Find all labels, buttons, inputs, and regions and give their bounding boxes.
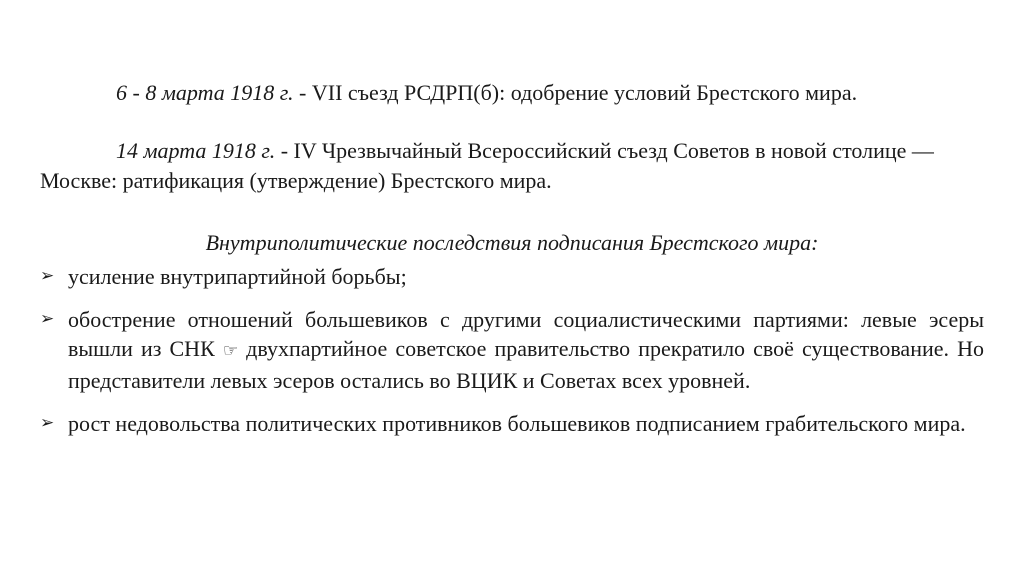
date-march-6-8: 6 - 8 марта 1918 г.	[116, 80, 294, 105]
paragraph-seventh-congress	[40, 78, 984, 108]
date-march-14: 14 марта 1918 г.	[116, 138, 276, 163]
pointing-hand-icon: ☞	[222, 341, 239, 361]
subheading: Внутриполитические последствия подписания Брестского мира:	[205, 230, 819, 255]
list-item-text: усиление внутрипартийной борьбы;	[68, 264, 407, 289]
list-item	[40, 305, 984, 395]
arrow-bullet-icon: ➢	[40, 413, 55, 433]
list-item	[40, 409, 984, 438]
list-item-text: обострение отношений большевиков с другими социалистическими партиями: левые эсеры вышли из СНК	[68, 307, 984, 361]
arrow-bullet-icon: ➢	[40, 266, 55, 286]
list-item	[40, 262, 984, 291]
paragraph-text: - IV Чрезвычайный Всероссийский съезд Советов в новой столице — Москве: ратификация (утверждение) Брестского мира.	[40, 138, 934, 193]
list-item-text: двухпартийное советское правительство прекратило своё существование. Но представители левых эсеров остались во ВЦИК и Советах всех уровней.	[68, 336, 984, 393]
list-item-text: рост недовольства политических противников большевиков подписанием грабительского мира.	[68, 411, 966, 436]
paragraph-fourth-congress	[40, 136, 984, 196]
arrow-bullet-icon: ➢	[40, 309, 55, 329]
consequences-list	[40, 262, 984, 452]
paragraph-text: - VII съезд РСДРП(б): одобрение условий Брестского мира.	[293, 80, 858, 105]
